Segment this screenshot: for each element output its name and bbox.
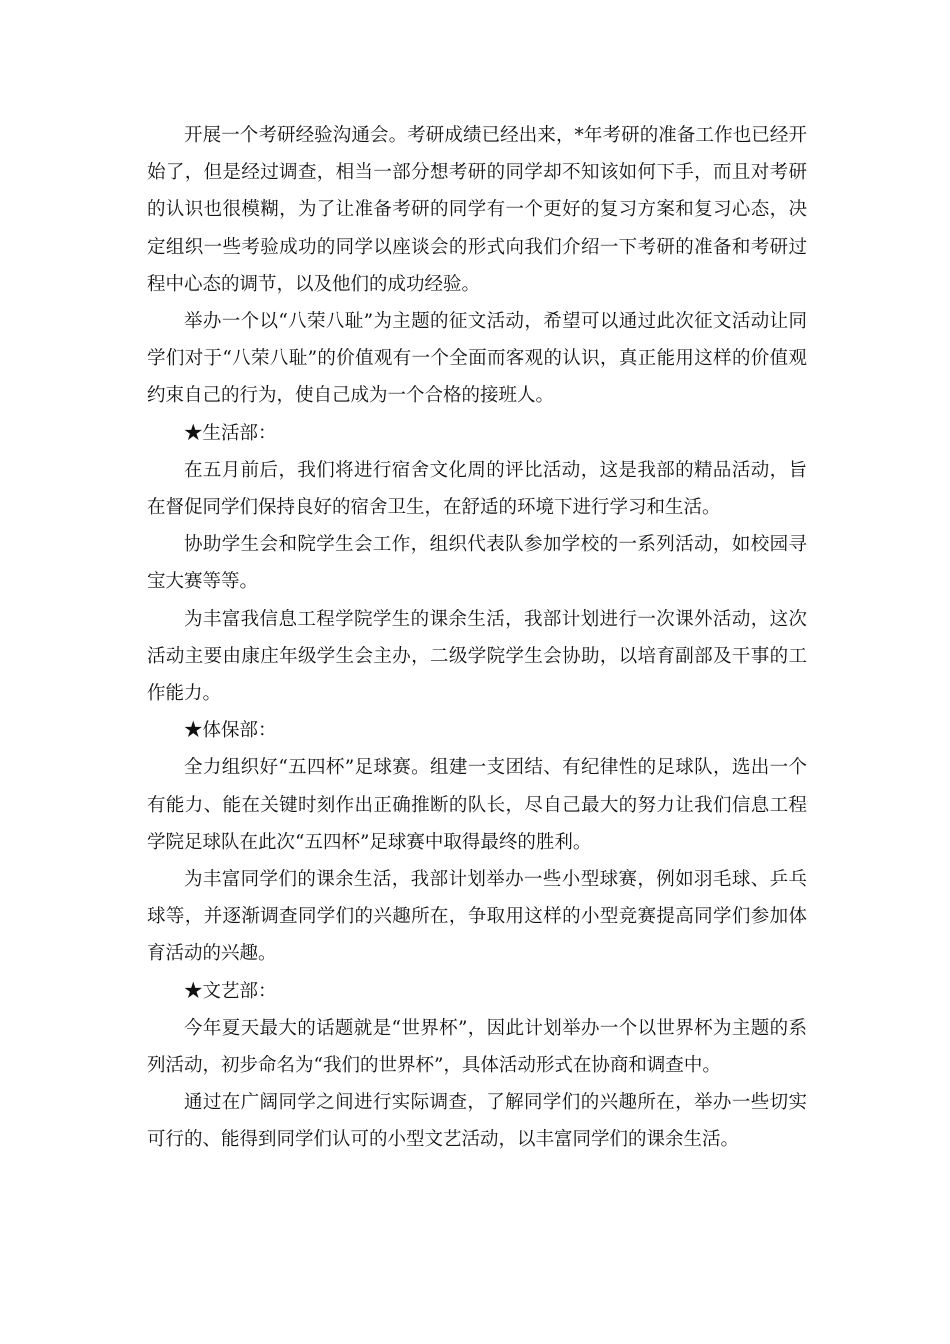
section-heading-sports-dept: ★体保部： [184, 720, 277, 742]
paragraph-arts-activities: 通过在广阔同学之间进行实际调查，了解同学们的兴趣所在，举办一些切实可行的、能得到同学们认可的小型文艺活动，以丰富同学们的课余生活。 [147, 1092, 807, 1151]
paragraph-world-cup-series: 今年夏天最大的话题就是“世界杯”，因此计划举办一个以世界杯为主题的系列活动，初步命名为“我们的世界杯”，具体活动形式在协商和调查中。 [147, 1017, 807, 1077]
paragraph-football-cup: 全力组织好“五四杯”足球赛。组建一支团结、有纪律性的足球队，选出一个有能力、能在关键时刻作出正确推断的队长，尽自己最大的努力让我们信息工程学院足球队在此次“五四杯”足球赛中取得最终的胜利。 [147, 757, 807, 853]
paragraph-small-ball-games: 为丰富同学们的课余生活，我部计划举办一些小型球赛，例如羽毛球、乒乓球等，并逐渐调查同学们的兴趣所在，争取用这样的小型竞赛提高同学们参加体育活动的兴趣。 [147, 869, 807, 965]
document-body [147, 117, 807, 1159]
section-heading-life-dept: ★生活部： [184, 422, 277, 444]
paragraph-assist-student-union: 协助学生会和院学生会工作，组织代表队参加学校的一系列活动，如校园寻宝大赛等等。 [147, 534, 807, 593]
section-heading-arts-dept: ★文艺部： [184, 980, 277, 1002]
paragraph-essay-contest: 举办一个以“八荣八耻”为主题的征文活动，希望可以通过此次征文活动让同学们对于“八荣八耻”的价值观有一个全面而客观的认识，真正能用这样的价值观约束自己的行为，使自己成为一个合格的接班人。 [147, 311, 807, 407]
paragraph-dorm-culture-week: 在五月前后，我们将进行宿舍文化周的评比活动，这是我部的精品活动，旨在督促同学们保持良好的宿舍卫生，在舒适的环境下进行学习和生活。 [147, 459, 807, 519]
paragraph-extracurricular-activity: 为丰富我信息工程学院学生的课余生活，我部计划进行一次课外活动，这次活动主要由康庄年级学生会主办，二级学院学生会协助，以培育副部及干事的工作能力。 [147, 608, 807, 705]
paragraph-kaoyan-meeting: 开展一个考研经验沟通会。考研成绩已经出来，*年考研的准备工作也已经开始了，但是经过调查，相当一部分想考研的同学却不知该如何下手，而且对考研的认识也很模糊，为了让准备考研的同学有一个更好的复习方案和复习心态，决定组织一些考验成功的同学以座谈会的形式向我们介绍一下考研的准备和考研过程中心态的调节，以及他们的成功经验。 [147, 125, 807, 295]
